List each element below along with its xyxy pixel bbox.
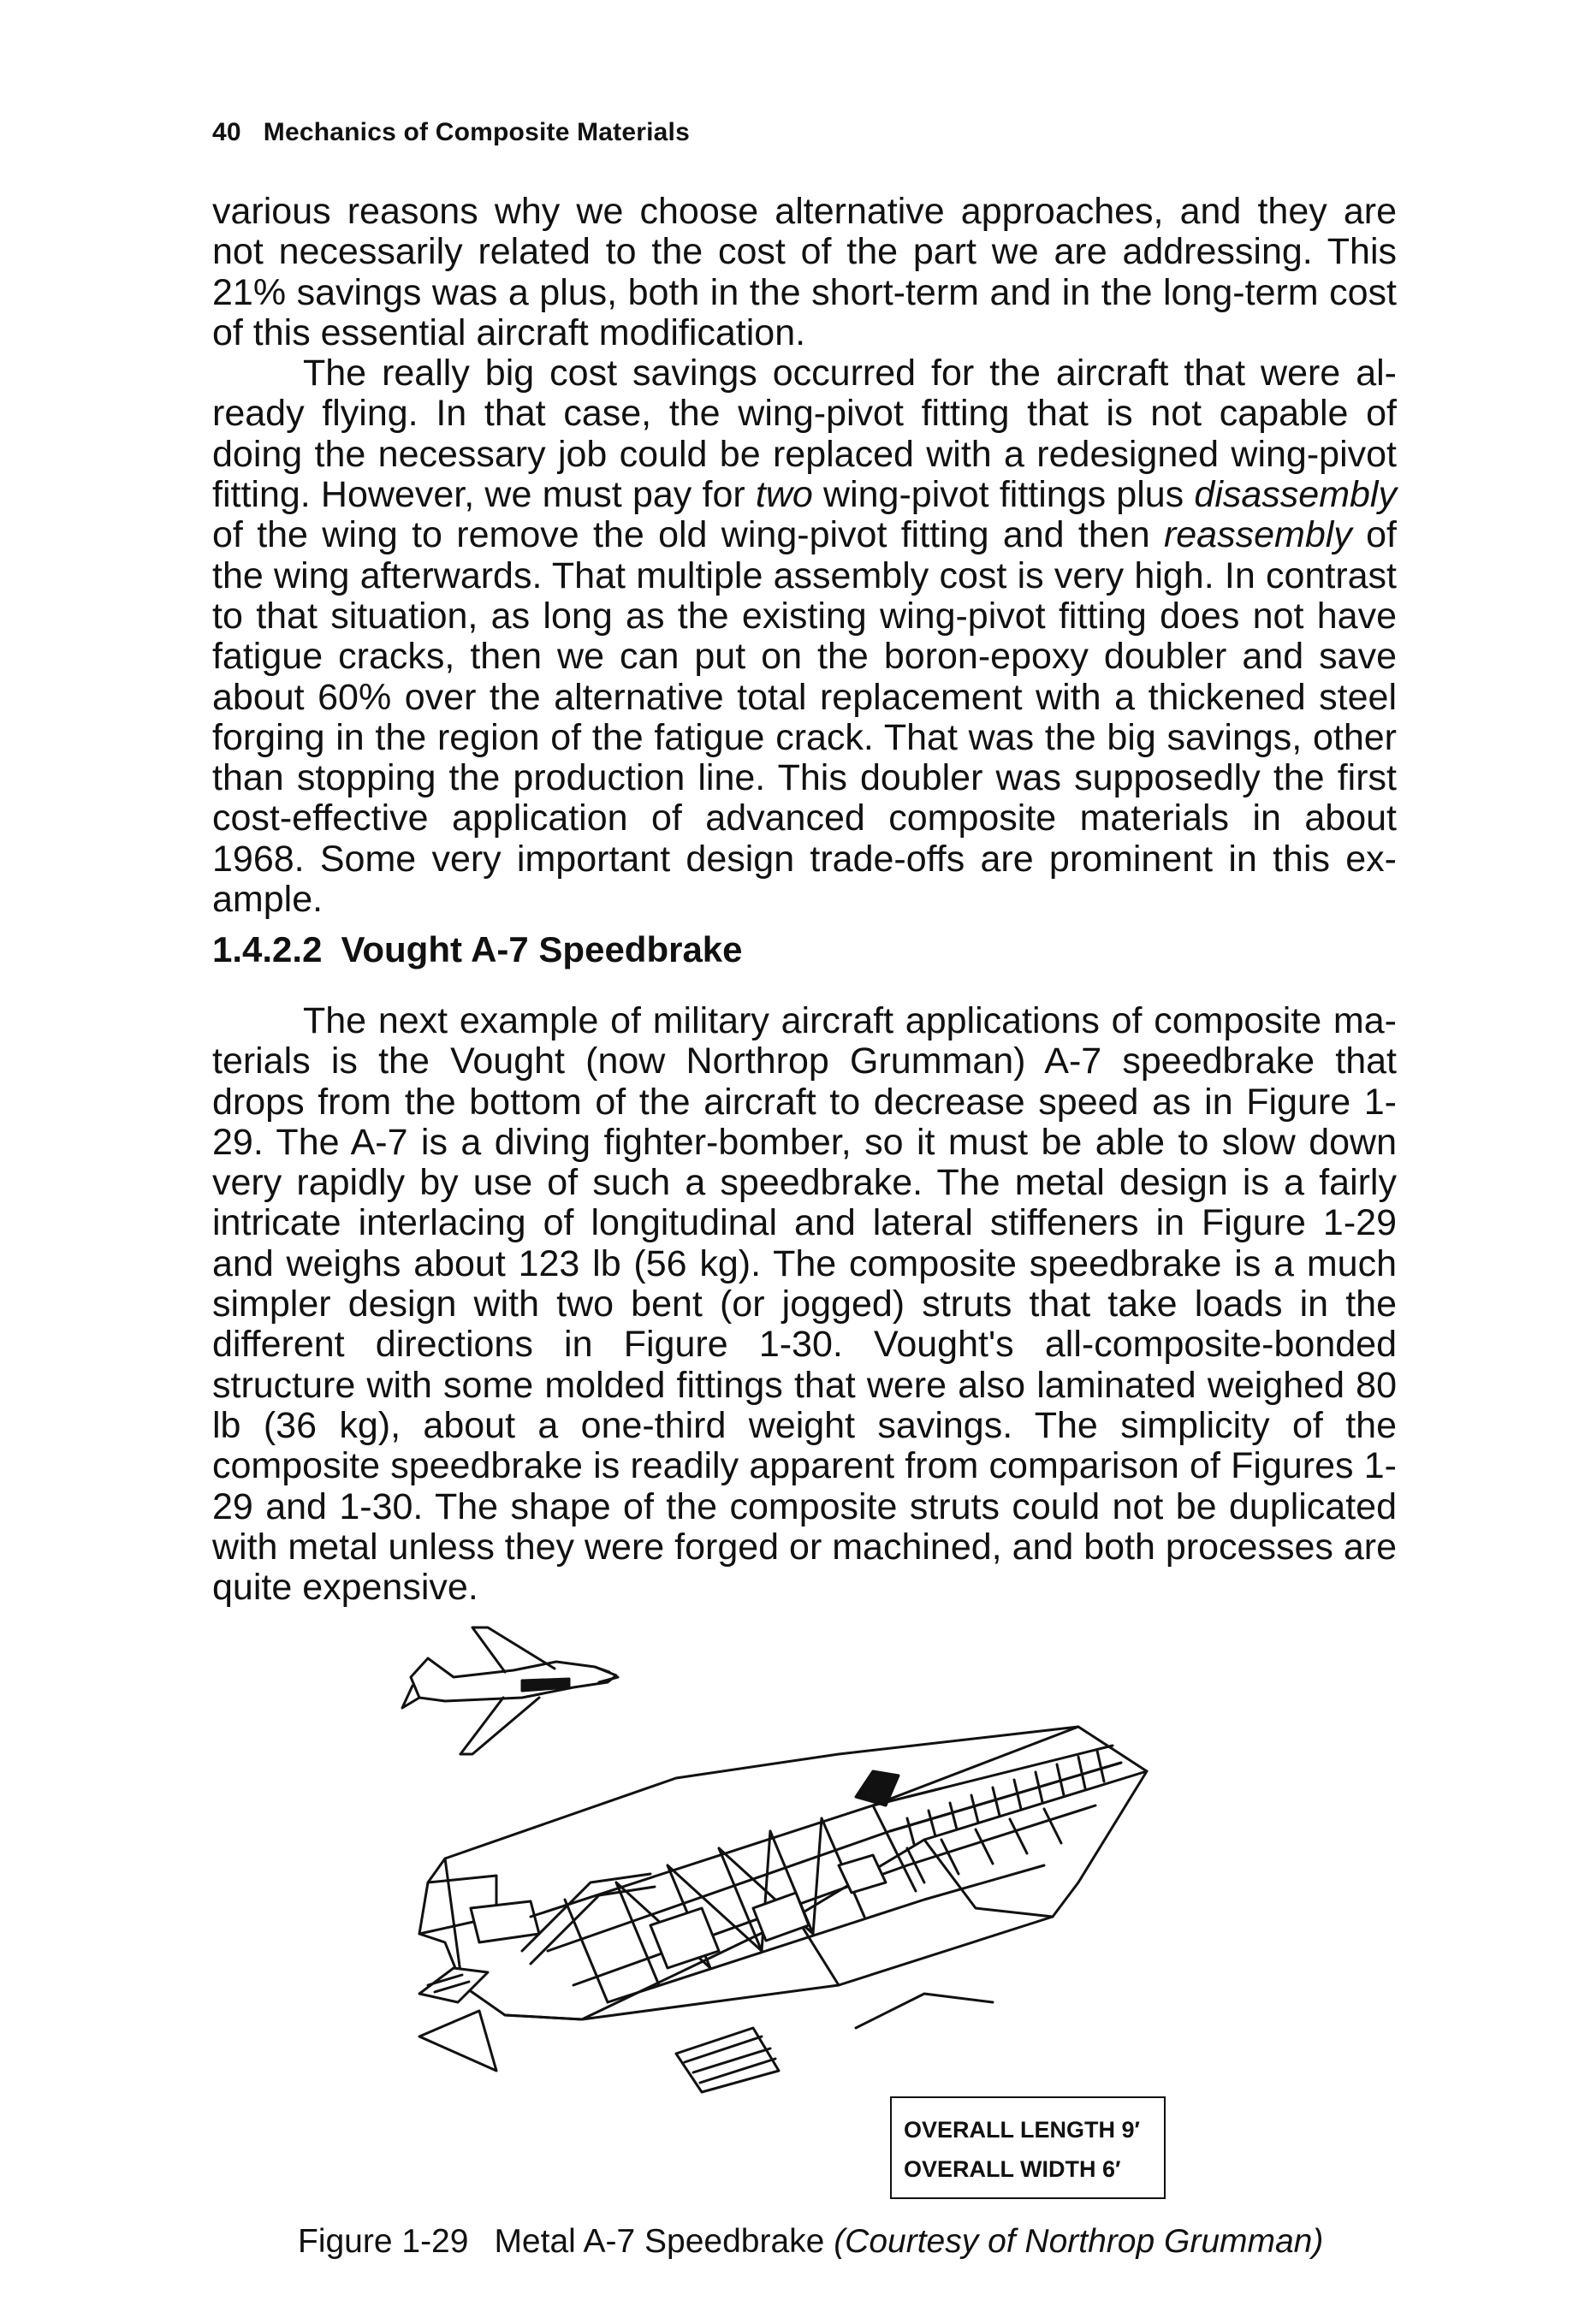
page-number: 40	[212, 118, 241, 146]
section-title: Vought A-7 Speedbrake	[341, 929, 743, 969]
speedbrake-structure	[419, 1727, 1147, 2092]
caption-credit: (Courtesy of Northrop Grumman)	[834, 2223, 1324, 2260]
emphasis-reassembly: reassembly	[1163, 514, 1352, 556]
caption-text: Metal A-7 Speedbrake	[494, 2223, 825, 2260]
paragraph-speedbrake: The next example of military aircraft applications of composite materials is the Vought (now Northrop Grumman) A-7 speedbrake that drops from the bottom of the aircraft to decrease speed as in Figure 1-29. The A-7 is a diving fighter-bomber, so it must be able to slow down very rapidly by use of such a speedbrake. The metal design is a fairly intricate interlacing of longitudinal and lateral stiffeners in Figure 1-29 and weighs about 123 lb (56 kg). The composite speedbrake is a much simpler design with two bent (or jogged) struts that take loads in the different directions in Figure 1-30. Vought's all-composite-bonded structure with some molded fittings that were also laminated weighed 80 lb (36 kg), about a one-third weight savings. The simplicity of the composite speedbrake is readily apparent from comparison of Figures 1-29 and 1-30. The shape of the composite struts could not be duplicated with metal unless they were forged or machined, and both processes are quite expensive.	[212, 1000, 1397, 1609]
overall-length-label: OVERALL LENGTH 9′	[904, 2117, 1140, 2143]
paragraph-continuation: various reasons why we choose alternative approaches, and they are not necessarily related to the cost of the part we are addressing. This 21% savings was a plus, both in the short-term and in the long-term cost of this essential aircraft modification.	[212, 191, 1397, 353]
dimension-label-box	[890, 2096, 1166, 2199]
emphasis-two: two	[755, 474, 813, 516]
text-block-upper	[212, 192, 1397, 920]
overall-width-label: OVERALL WIDTH 6′	[904, 2156, 1121, 2182]
running-head	[212, 118, 690, 147]
speedbrake-drawing	[394, 1626, 1249, 2105]
text-run: of the wing to remove the old wing-pivot fitting and then	[212, 514, 1164, 556]
paragraph-cost-savings	[212, 353, 1397, 920]
aircraft-silhouette-icon	[402, 1627, 618, 1754]
text-run: of the wing afterwards. That multiple assembly cost is very high. In contrast to that situation, as long as the existing wing-pivot fitting does not have fatigue cracks, then we can put on the boron-epoxy doubler and save about 60% over the alternative total replacement with a thickened steel forging in the region of the fatigue crack. That was the big savings, other than stopping the production line. This doubler was supposedly the first cost-effective application of advanced composite materials in about 1968. Some very important design trade-offs are prominent in this example.	[212, 514, 1397, 921]
section-number: 1.4.2.2	[212, 929, 323, 969]
book-title: Mechanics of Composite Materials	[263, 118, 690, 146]
section-heading	[212, 929, 743, 970]
figure-number: Figure 1-29	[298, 2223, 469, 2260]
text-run: The really big cost savings occurred for the aircraft that were already flying. In that case, the wing-pivot fitting that is not capable of doing the necessary job could be replaced with a redesigned wing-pivot fitting. However, we must pay for	[212, 353, 1397, 516]
text-block-lower	[212, 1001, 1397, 1608]
figure-caption	[298, 2223, 1323, 2261]
text-run: wing-pivot fittings plus	[812, 474, 1195, 516]
speedbrake-figure	[394, 1626, 1249, 2105]
emphasis-disassembly: disassembly	[1194, 474, 1397, 516]
